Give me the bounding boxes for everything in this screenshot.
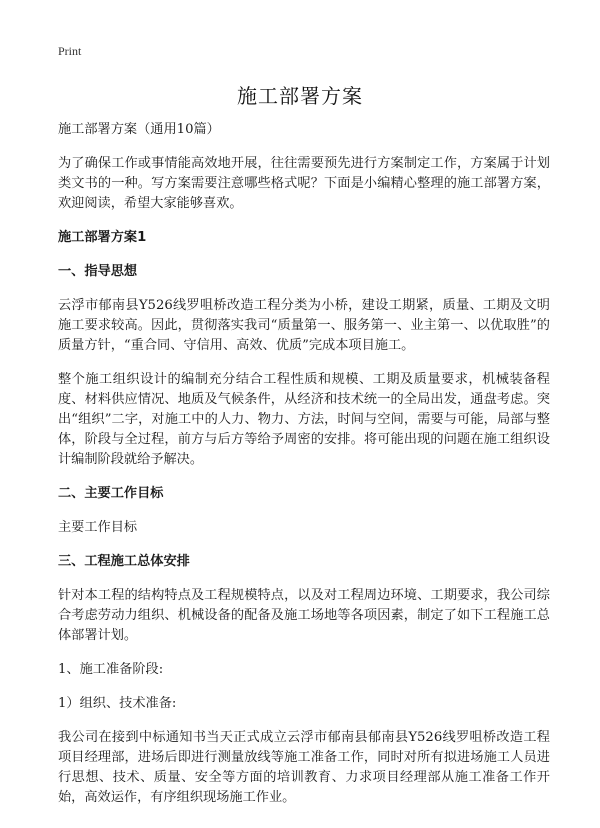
section-heading-main-goals: 二、主要工作目标 xyxy=(58,486,164,501)
print-label: Print xyxy=(58,44,82,58)
paragraph-org-tech-prep: 1）组织、技术准备: xyxy=(58,696,177,711)
document-title: 施工部署方案 xyxy=(237,84,363,108)
document-subtitle: 施工部署方案（通用10篇） xyxy=(58,122,220,137)
paragraph-project-department: 我公司在接到中标通知书当天正式成立云浮市郁南县郁南县Y526线罗咀桥改造工程项目经理部，进场后即进行测量放线等施工准备工作，同时对所有拟进场施工人员进行思想、技术、质量、安全等方面的培训教育、力求项目经理部从施工准备工作开始，高效运作，有序组织现场施工作业。 xyxy=(58,730,550,805)
section-heading-guiding-thought: 一、指导思想 xyxy=(58,264,138,279)
document-body xyxy=(58,120,550,822)
paragraph-guiding-thought-2: 整个施工组织设计的编制充分结合工程性质和规模、工期及质量要求，机械装备程度、材料供应情况、地质及气候条件，从经济和技术统一的全局出发，通盘考虑。突出“组织”二字，对施工中的人力、物力、方法，时间与空间，需要与可能，局部与整体，阶段与全过程，前方与后方等给予周密的安排。将可能出现的问题在施工组织设计编制阶段就给予解决。 xyxy=(58,372,550,467)
paragraph-main-goals: 主要工作目标 xyxy=(58,520,138,535)
section-heading-overall-arrangement: 三、工程施工总体安排 xyxy=(58,554,190,569)
paragraph-overall-arrangement: 针对本工程的结构特点及工程规模特点，以及对工程周边环境、工期要求，我公司综合考虑劳动力组织、机械设备的配备及施工场地等各项因素，制定了如下工程施工总体部署计划。 xyxy=(58,588,550,643)
intro-paragraph: 为了确保工作或事情能高效地开展，往往需要预先进行方案制定工作，方案属于计划类文书的一种。写方案需要注意哪些格式呢？下面是小编精心整理的施工部署方案，欢迎阅读，希望大家能够喜欢。 xyxy=(58,156,550,211)
section-heading-plan-1: 施工部署方案1 xyxy=(58,230,147,245)
paragraph-guiding-thought-1: 云浮市郁南县Y526线罗咀桥改造工程分类为小桥，建设工期紧，质量、工期及文明施工要求较高。因此，贯彻落实我司“质量第一、服务第一、业主第一、以优取胜”的质量方针，“重合同、守信用、高效、优质”完成本项目施工。 xyxy=(58,298,550,353)
paragraph-prep-stage: 1、施工准备阶段: xyxy=(58,662,164,677)
